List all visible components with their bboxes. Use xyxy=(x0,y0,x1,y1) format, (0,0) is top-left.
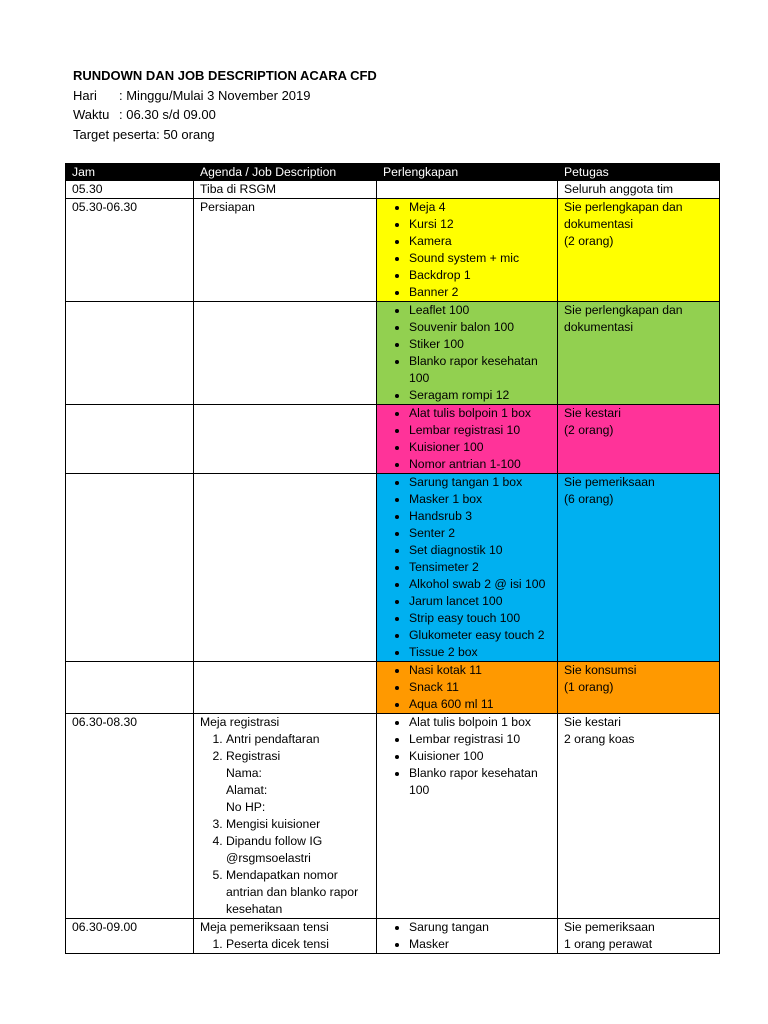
perlengkapan-cell xyxy=(377,302,558,405)
petugas-line: (2 orang) xyxy=(564,234,614,248)
agenda-cell xyxy=(194,405,377,474)
step-label: Registrasi xyxy=(226,749,281,763)
list-item: • Glukometer easy touch 2 xyxy=(409,627,551,644)
petugas-line: (1 orang) xyxy=(564,680,614,694)
list-item: • Nasi kotak 11 xyxy=(409,662,551,679)
list-item: • Souvenir balon 100 xyxy=(409,319,551,336)
list-item: • Aqua 600 ml 11 xyxy=(409,696,551,713)
jam-cell xyxy=(66,662,194,714)
waktu-value: : 06.30 s/d 09.00 xyxy=(119,107,216,122)
jam-cell xyxy=(66,405,194,474)
perlengkapan-cell xyxy=(377,714,558,919)
list-item: • Kuisioner 100 xyxy=(409,748,551,765)
list-item: • Stiker 100 xyxy=(409,336,551,353)
jam-cell: 06.30-09.00 xyxy=(66,919,194,954)
agenda-steps xyxy=(200,731,370,918)
petugas-cell xyxy=(558,474,720,662)
jam-cell: 05.30-06.30 xyxy=(66,199,194,302)
agenda-steps xyxy=(200,936,370,953)
agenda-title: Meja registrasi xyxy=(200,715,280,729)
document-header xyxy=(73,66,377,144)
jam-cell xyxy=(66,474,194,662)
waktu-line xyxy=(73,105,377,125)
petugas-line: Sie pemeriksaan xyxy=(564,475,655,489)
petugas-cell xyxy=(558,405,720,474)
list-item: • Snack 11 xyxy=(409,679,551,696)
table-row xyxy=(66,199,720,302)
hari-label: Hari xyxy=(73,87,97,103)
equipment-list xyxy=(383,714,551,799)
list-item: • Lembar registrasi 10 xyxy=(409,422,551,439)
equipment-list xyxy=(383,405,551,473)
list-item: • Handsrub 3 xyxy=(409,508,551,525)
petugas-cell xyxy=(558,714,720,919)
jam-cell xyxy=(66,302,194,405)
list-item: 4. Dipandu follow IG @rsgmsoelastri xyxy=(226,833,370,867)
jam-cell: 05.30 xyxy=(66,181,194,199)
list-item: • Set diagnostik 10 xyxy=(409,542,551,559)
perlengkapan-cell xyxy=(377,181,558,199)
petugas-line: Sie kestari xyxy=(564,406,621,420)
list-item: • Kamera xyxy=(409,233,551,250)
list-item: 1. Antri pendaftaran xyxy=(226,731,370,748)
petugas-line: Sie perlengkapan dan dokumentasi xyxy=(564,200,683,231)
agenda-cell xyxy=(194,919,377,954)
list-item: • Senter 2 xyxy=(409,525,551,542)
agenda-cell xyxy=(194,714,377,919)
list-item: • Lembar registrasi 10 xyxy=(409,731,551,748)
list-item: • Leaflet 100 xyxy=(409,302,551,319)
petugas-cell: Seluruh anggota tim xyxy=(558,181,720,199)
list-item: • Sound system + mic xyxy=(409,250,551,267)
perlengkapan-cell xyxy=(377,662,558,714)
equipment-list xyxy=(383,662,551,713)
agenda-cell xyxy=(194,474,377,662)
list-item xyxy=(226,748,370,816)
petugas-line: Sie kestari xyxy=(564,715,621,729)
jam-cell: 06.30-08.30 xyxy=(66,714,194,919)
waktu-label: Waktu xyxy=(73,107,110,122)
perlengkapan-cell xyxy=(377,405,558,474)
list-item: • Alkohol swab 2 @ isi 100 xyxy=(409,576,551,593)
target-line: Target peserta: 50 orang xyxy=(73,126,215,142)
list-item: • Alat tulis bolpoin 1 box xyxy=(409,405,551,422)
petugas-line: (2 orang) xyxy=(564,423,614,437)
document-title: RUNDOWN DAN JOB DESCRIPTION ACARA CFD xyxy=(73,68,377,83)
agenda-title: Meja pemeriksaan tensi xyxy=(200,920,329,934)
list-item: 3. Mengisi kuisioner xyxy=(226,816,370,833)
list-item: • Alat tulis bolpoin 1 box xyxy=(409,714,551,731)
petugas-line: 1 orang perawat xyxy=(564,937,653,951)
list-item: • Tissue 2 box xyxy=(409,644,551,661)
list-item: • Blanko rapor kesehatan 100 xyxy=(409,353,551,387)
list-item: • Tensimeter 2 xyxy=(409,559,551,576)
petugas-cell xyxy=(558,199,720,302)
list-item: • Meja 4 xyxy=(409,199,551,216)
equipment-list xyxy=(383,302,551,404)
list-item: 1. Peserta dicek tensi xyxy=(226,936,370,953)
table-row xyxy=(66,662,720,714)
list-item: • Blanko rapor kesehatan 100 xyxy=(409,765,551,799)
table-row xyxy=(66,919,720,954)
table-row xyxy=(66,474,720,662)
petugas-line: Sie konsumsi xyxy=(564,663,637,677)
list-item: 5. Mendapatkan nomor antrian dan blanko rapor kesehatan xyxy=(226,867,370,918)
table-row xyxy=(66,405,720,474)
table-row xyxy=(66,181,720,199)
perlengkapan-cell xyxy=(377,919,558,954)
list-item: • Masker xyxy=(409,936,551,953)
agenda-cell xyxy=(194,662,377,714)
sub-field: No HP: xyxy=(226,800,266,814)
list-item: • Banner 2 xyxy=(409,284,551,301)
petugas-line: 2 orang koas xyxy=(564,732,635,746)
list-item: • Seragam rompi 12 xyxy=(409,387,551,404)
table-row xyxy=(66,714,720,919)
petugas-cell xyxy=(558,662,720,714)
equipment-list xyxy=(383,474,551,661)
table-row xyxy=(66,302,720,405)
list-item: • Strip easy touch 100 xyxy=(409,610,551,627)
petugas-line: (6 orang) xyxy=(564,492,614,506)
column-header-petugas: Petugas xyxy=(558,164,720,181)
perlengkapan-cell xyxy=(377,474,558,662)
agenda-cell: Tiba di RSGM xyxy=(194,181,377,199)
sub-field: Nama: xyxy=(226,766,262,780)
agenda-cell: Persiapan xyxy=(194,199,377,302)
column-header-perlengkapan: Perlengkapan xyxy=(377,164,558,181)
list-item: • Jarum lancet 100 xyxy=(409,593,551,610)
petugas-cell xyxy=(558,919,720,954)
petugas-line: Sie perlengkapan dan dokumentasi xyxy=(564,303,683,334)
list-item: • Sarung tangan 1 box xyxy=(409,474,551,491)
list-item: • Kursi 12 xyxy=(409,216,551,233)
list-item: • Masker 1 box xyxy=(409,491,551,508)
hari-line xyxy=(73,86,377,106)
agenda-cell xyxy=(194,302,377,405)
list-item: • Kuisioner 100 xyxy=(409,439,551,456)
list-item: • Backdrop 1 xyxy=(409,267,551,284)
petugas-line: Sie pemeriksaan xyxy=(564,920,655,934)
equipment-list xyxy=(383,919,551,953)
rundown-table xyxy=(65,163,720,954)
hari-value: : Minggu/Mulai 3 November 2019 xyxy=(119,87,311,103)
petugas-cell xyxy=(558,302,720,405)
sub-field: Alamat: xyxy=(226,783,268,797)
list-item: • Sarung tangan xyxy=(409,919,551,936)
list-item: • Nomor antrian 1-100 xyxy=(409,456,551,473)
table-header-row xyxy=(66,164,720,181)
column-header-jam: Jam xyxy=(66,164,194,181)
column-header-agenda: Agenda / Job Description xyxy=(194,164,377,181)
equipment-list xyxy=(383,199,551,301)
perlengkapan-cell xyxy=(377,199,558,302)
